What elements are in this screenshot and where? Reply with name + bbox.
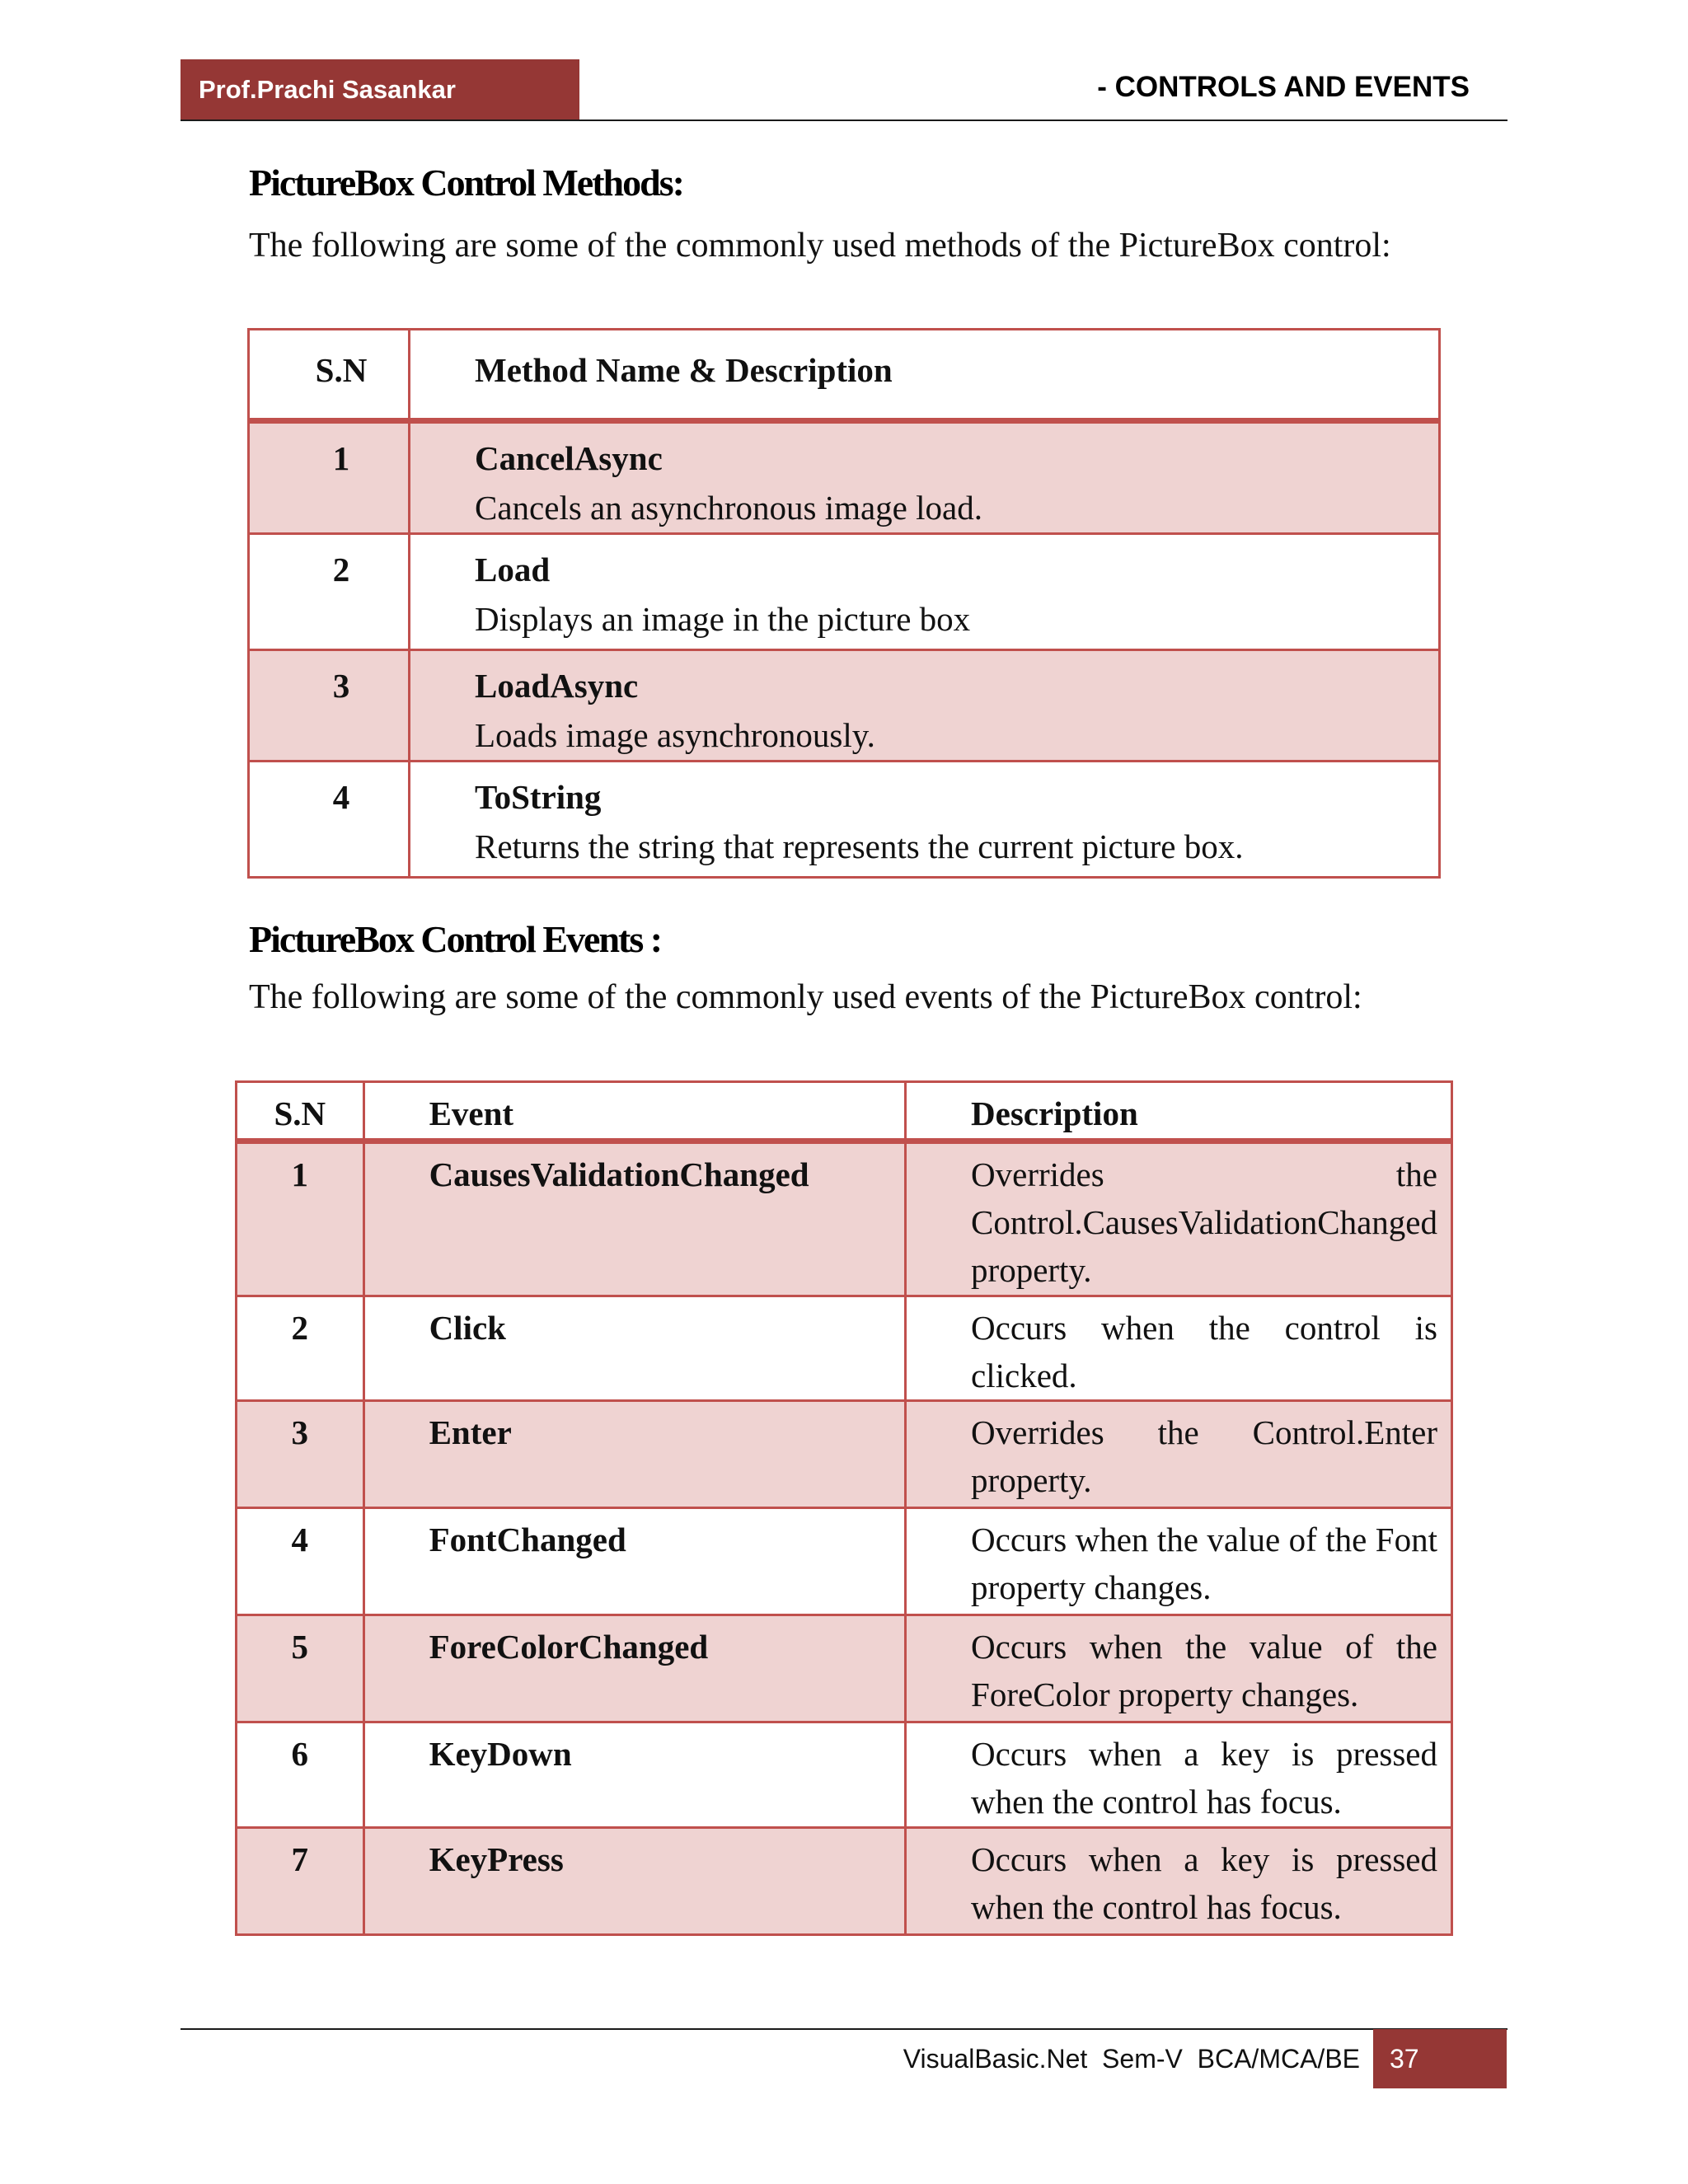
table-row xyxy=(237,1828,1452,1935)
events-intro: The following are some of the commonly used events of the PictureBox control: xyxy=(249,978,1362,1016)
header-chapter-title: - CONTROLS AND EVENTS xyxy=(1097,71,1470,103)
method-cell xyxy=(410,762,1440,878)
event-name: Click xyxy=(363,1296,905,1401)
row-sn: 2 xyxy=(249,534,410,650)
event-desc: Occurs when the value of the Font property changes. xyxy=(906,1508,1452,1615)
column-header-event: Event xyxy=(363,1082,905,1141)
table-row xyxy=(237,1615,1452,1722)
table-row xyxy=(237,1296,1452,1401)
method-desc: Loads image asynchronously. xyxy=(475,716,875,754)
method-cell xyxy=(410,534,1440,650)
table-row xyxy=(249,762,1440,878)
row-sn: 5 xyxy=(237,1615,364,1722)
row-sn: 3 xyxy=(237,1401,364,1508)
header-author-badge: Prof.Prachi Sasankar xyxy=(181,59,579,120)
method-desc: Displays an image in the picture box xyxy=(475,600,971,638)
event-desc: Overrides the Control.CausesValidationChanged property. xyxy=(906,1141,1452,1296)
row-sn: 1 xyxy=(249,421,410,534)
event-name: KeyPress xyxy=(363,1828,905,1935)
event-desc: Occurs when the control is clicked. xyxy=(906,1296,1452,1401)
row-sn: 6 xyxy=(237,1722,364,1828)
column-header-sn: S.N xyxy=(249,330,410,421)
event-desc: Occurs when the value of the ForeColor property changes. xyxy=(906,1615,1452,1722)
event-name: Enter xyxy=(363,1401,905,1508)
column-header-sn: S.N xyxy=(237,1082,364,1141)
table-row xyxy=(237,1508,1452,1615)
table-row xyxy=(249,421,1440,534)
column-header-description: Description xyxy=(906,1082,1452,1141)
method-cell xyxy=(410,421,1440,534)
table-row xyxy=(249,650,1440,762)
row-sn: 2 xyxy=(237,1296,364,1401)
footer-course-label: VisualBasic.Net Sem-V BCA/MCA/BE xyxy=(903,2044,1360,2074)
event-name: CausesValidationChanged xyxy=(363,1141,905,1296)
footer-rule xyxy=(181,2028,1507,2030)
events-table xyxy=(235,1080,1453,1936)
event-desc: Occurs when a key is pressed when the control has focus. xyxy=(906,1828,1452,1935)
methods-table xyxy=(247,328,1441,879)
method-name: Load xyxy=(475,551,551,588)
event-name: FontChanged xyxy=(363,1508,905,1615)
footer-page-number: 37 xyxy=(1373,2029,1507,2088)
methods-heading: PictureBox Control Methods: xyxy=(249,162,683,204)
column-header-method: Method Name & Description xyxy=(410,330,1440,421)
table-header-row xyxy=(249,330,1440,421)
table-row xyxy=(237,1141,1452,1296)
event-name: ForeColorChanged xyxy=(363,1615,905,1722)
row-sn: 3 xyxy=(249,650,410,762)
method-cell xyxy=(410,650,1440,762)
events-heading: PictureBox Control Events : xyxy=(249,918,662,960)
method-name: LoadAsync xyxy=(475,667,639,705)
table-row xyxy=(237,1722,1452,1828)
row-sn: 4 xyxy=(249,762,410,878)
table-header-row xyxy=(237,1082,1452,1141)
method-desc: Cancels an asynchronous image load. xyxy=(475,489,982,527)
header-rule xyxy=(181,120,1507,121)
method-desc: Returns the string that represents the current picture box. xyxy=(475,827,1244,865)
event-desc: Occurs when a key is pressed when the control has focus. xyxy=(906,1722,1452,1828)
method-name: ToString xyxy=(475,778,602,816)
table-row xyxy=(249,534,1440,650)
table-row xyxy=(237,1401,1452,1508)
row-sn: 4 xyxy=(237,1508,364,1615)
method-name: CancelAsync xyxy=(475,439,663,477)
methods-intro: The following are some of the commonly used methods of the PictureBox control: xyxy=(249,227,1391,265)
event-name: KeyDown xyxy=(363,1722,905,1828)
row-sn: 7 xyxy=(237,1828,364,1935)
event-desc: Overrides the Control.Enter property. xyxy=(906,1401,1452,1508)
row-sn: 1 xyxy=(237,1141,364,1296)
